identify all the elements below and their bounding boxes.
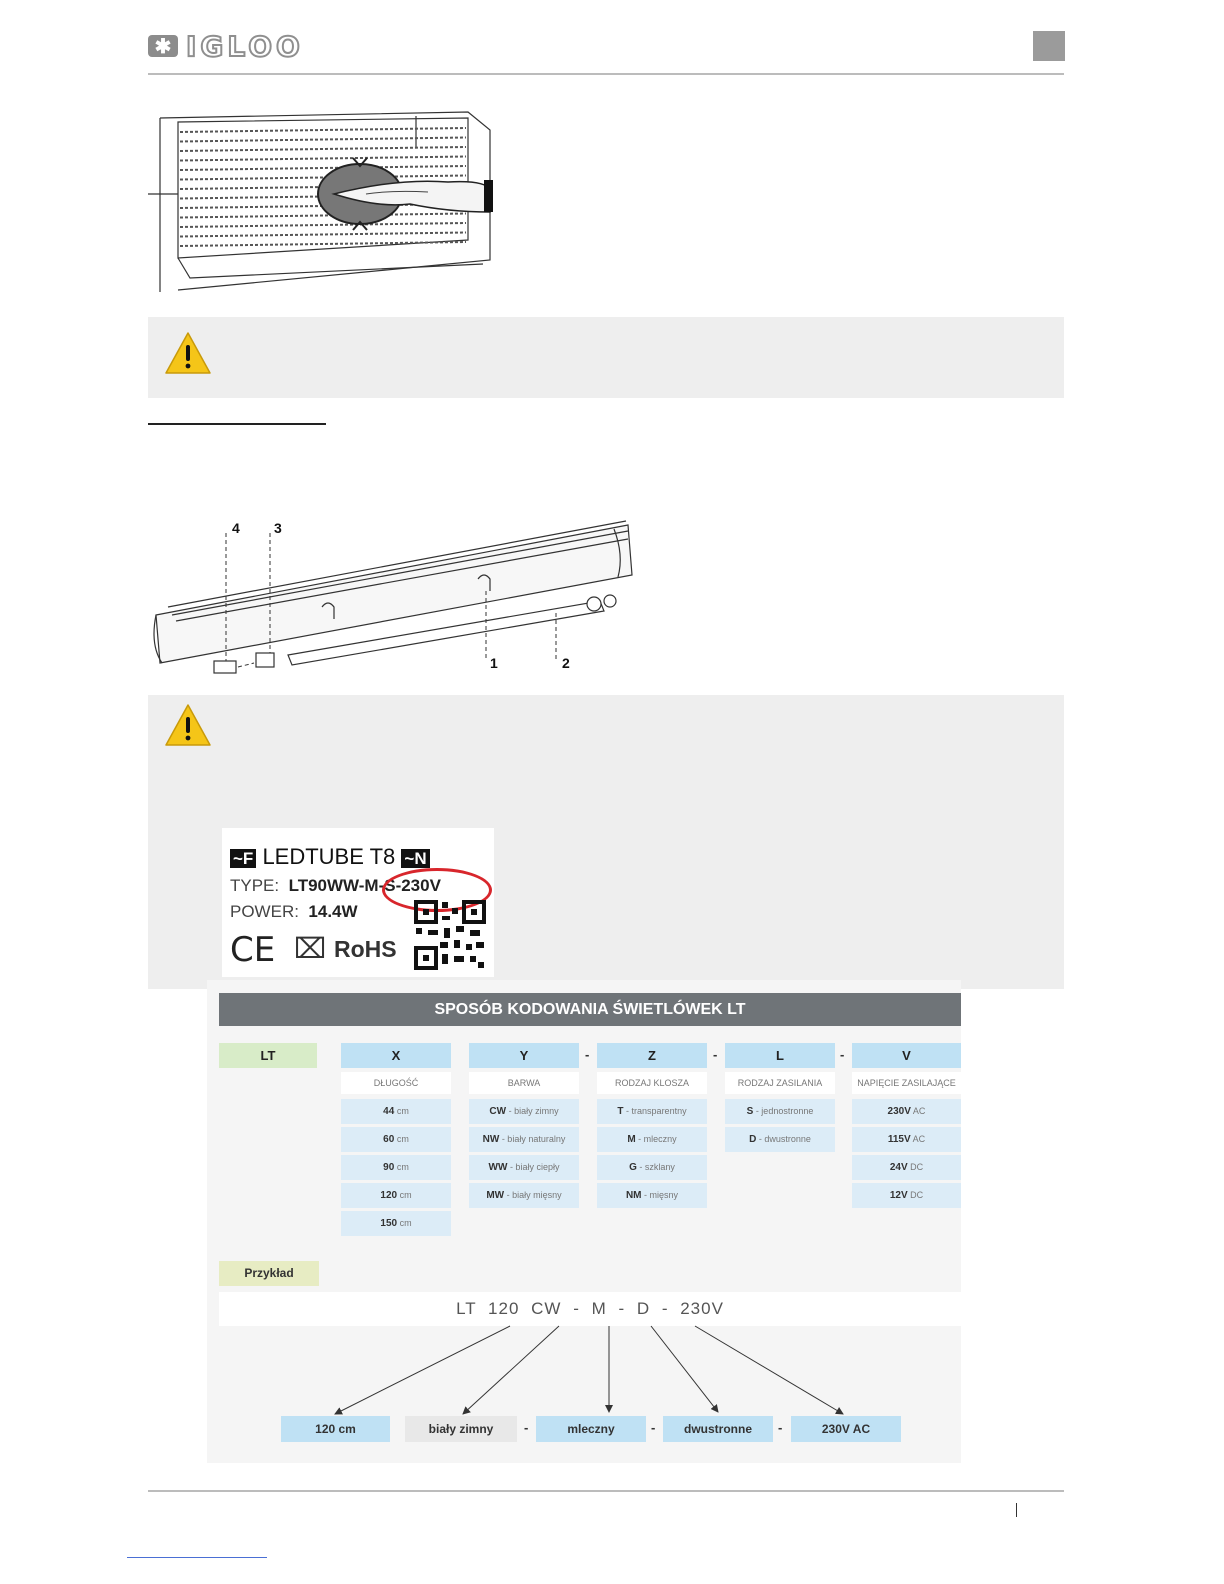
code-option-key: S (746, 1106, 754, 1117)
qr-code (414, 900, 486, 970)
code-option-key: M (627, 1134, 636, 1145)
callout-1: 1 (490, 655, 498, 671)
column-separator: - (713, 1047, 718, 1062)
column-header-v: V (852, 1043, 961, 1068)
code-option-key: WW (488, 1162, 508, 1173)
code-option-key: 12V (889, 1190, 908, 1201)
code-option-desc: AC (912, 1106, 926, 1116)
result-separator: - (524, 1420, 529, 1435)
example-result-cell: dwustronne (663, 1416, 773, 1442)
warning-box (148, 317, 1064, 398)
fuse-tag: ~F (230, 849, 256, 868)
rohs-mark: RoHS (334, 936, 397, 962)
label-power-value: 14.4W (308, 902, 358, 921)
column-subtitle: NAPIĘCIE ZASILAJĄCE (852, 1072, 961, 1094)
footer-page-separator (1016, 1503, 1017, 1517)
column-header-lt: LT (219, 1043, 317, 1068)
code-option-desc: - biały ciepły (509, 1162, 560, 1172)
snowflake-icon: ✱ (148, 35, 178, 57)
code-option-desc: cm (399, 1218, 412, 1228)
page-marker (1033, 31, 1065, 61)
code-option-key: NW (482, 1134, 500, 1145)
warning-triangle-icon (164, 703, 212, 747)
code-option-desc: - jednostronne (755, 1106, 814, 1116)
code-option-desc: - mięsny (644, 1190, 679, 1200)
igloo-logo (148, 32, 338, 62)
code-option-key: D (749, 1134, 757, 1145)
column-subtitle: RODZAJ ZASILANIA (725, 1072, 835, 1094)
header-divider (148, 73, 1064, 75)
column-subtitle: BARWA (469, 1072, 579, 1094)
result-separator: - (778, 1420, 783, 1435)
code-option-key: 24V (889, 1162, 908, 1173)
example-result-cell: biały zimny (405, 1416, 517, 1442)
weee-bin-icon: ⌧ (294, 932, 327, 965)
code-option-desc: - mleczny (638, 1134, 677, 1144)
code-option-key: 120 (380, 1190, 398, 1201)
footer-link-underline[interactable] (127, 1557, 267, 1558)
example-header: Przykład (219, 1261, 319, 1286)
code-option-key: 44 (383, 1106, 395, 1117)
warning-triangle-icon (164, 331, 212, 375)
code-option-key: G (629, 1162, 637, 1173)
ce-mark: CE (230, 930, 276, 970)
label-title-row (230, 844, 430, 870)
callout-3: 3 (274, 520, 282, 536)
coding-table-title: SPOSÓB KODOWANIA ŚWIETLÓWEK LT (219, 993, 961, 1026)
code-option-key: T (617, 1106, 624, 1117)
code-option-key: 60 (383, 1134, 395, 1145)
label-type-row: TYPE: LT90WW-M-S-230V (230, 876, 441, 895)
code-option-desc: - dwustronne (758, 1134, 811, 1144)
result-separator: - (651, 1420, 656, 1435)
led-tube-diagram (148, 515, 638, 687)
code-option-desc: - biały naturalny (501, 1134, 566, 1144)
code-option-key: 150 (380, 1218, 398, 1229)
code-option-desc: cm (399, 1190, 412, 1200)
example-result-cell: 230V AC (791, 1416, 901, 1442)
code-option-key: CW (489, 1106, 507, 1117)
column-separator: - (585, 1047, 590, 1062)
label-type-value: LT90WW-M-S-230V (288, 876, 441, 895)
code-option-desc: - transparentny (626, 1106, 687, 1116)
example-result-cell: 120 cm (281, 1416, 390, 1442)
code-option-key: 90 (383, 1162, 395, 1173)
logo-text: IGLOO (186, 30, 304, 63)
code-option-desc: AC (912, 1134, 926, 1144)
code-option-desc: cm (396, 1134, 409, 1144)
column-header-z: Z (597, 1043, 707, 1068)
led-tube-label (222, 828, 494, 977)
example-result-cell: mleczny (536, 1416, 646, 1442)
column-separator: - (840, 1047, 845, 1062)
example-arrows (207, 980, 961, 1463)
code-option-desc: DC (910, 1190, 924, 1200)
callout-4: 4 (232, 520, 240, 536)
column-subtitle: DŁUGOŚĆ (341, 1072, 451, 1094)
footer-divider (148, 1490, 1064, 1492)
code-option-desc: - szklany (639, 1162, 675, 1172)
code-option-desc: cm (396, 1162, 409, 1172)
code-option-desc: cm (396, 1106, 409, 1116)
label-power-row: POWER: 14.4W (230, 902, 358, 921)
code-option-desc: - biały zimny (508, 1106, 559, 1116)
condenser-grille-illustration (148, 108, 493, 298)
column-subtitle: RODZAJ KLOSZA (597, 1072, 707, 1094)
column-header-y: Y (469, 1043, 579, 1068)
code-option-desc: - biały mięsny (506, 1190, 562, 1200)
section-heading-underline (148, 423, 326, 425)
code-option-key: 115V (887, 1134, 911, 1145)
column-header-x: X (341, 1043, 451, 1068)
code-option-key: 230V (887, 1106, 911, 1117)
neutral-tag: ~N (401, 849, 429, 868)
callout-2: 2 (562, 655, 570, 671)
code-option-key: NM (625, 1190, 642, 1201)
label-title: LEDTUBE T8 (262, 844, 396, 869)
code-option-desc: DC (910, 1162, 924, 1172)
example-code: LT 120 CW - M - D - 230V (219, 1292, 961, 1326)
code-option-key: MW (486, 1190, 505, 1201)
column-header-l: L (725, 1043, 835, 1068)
